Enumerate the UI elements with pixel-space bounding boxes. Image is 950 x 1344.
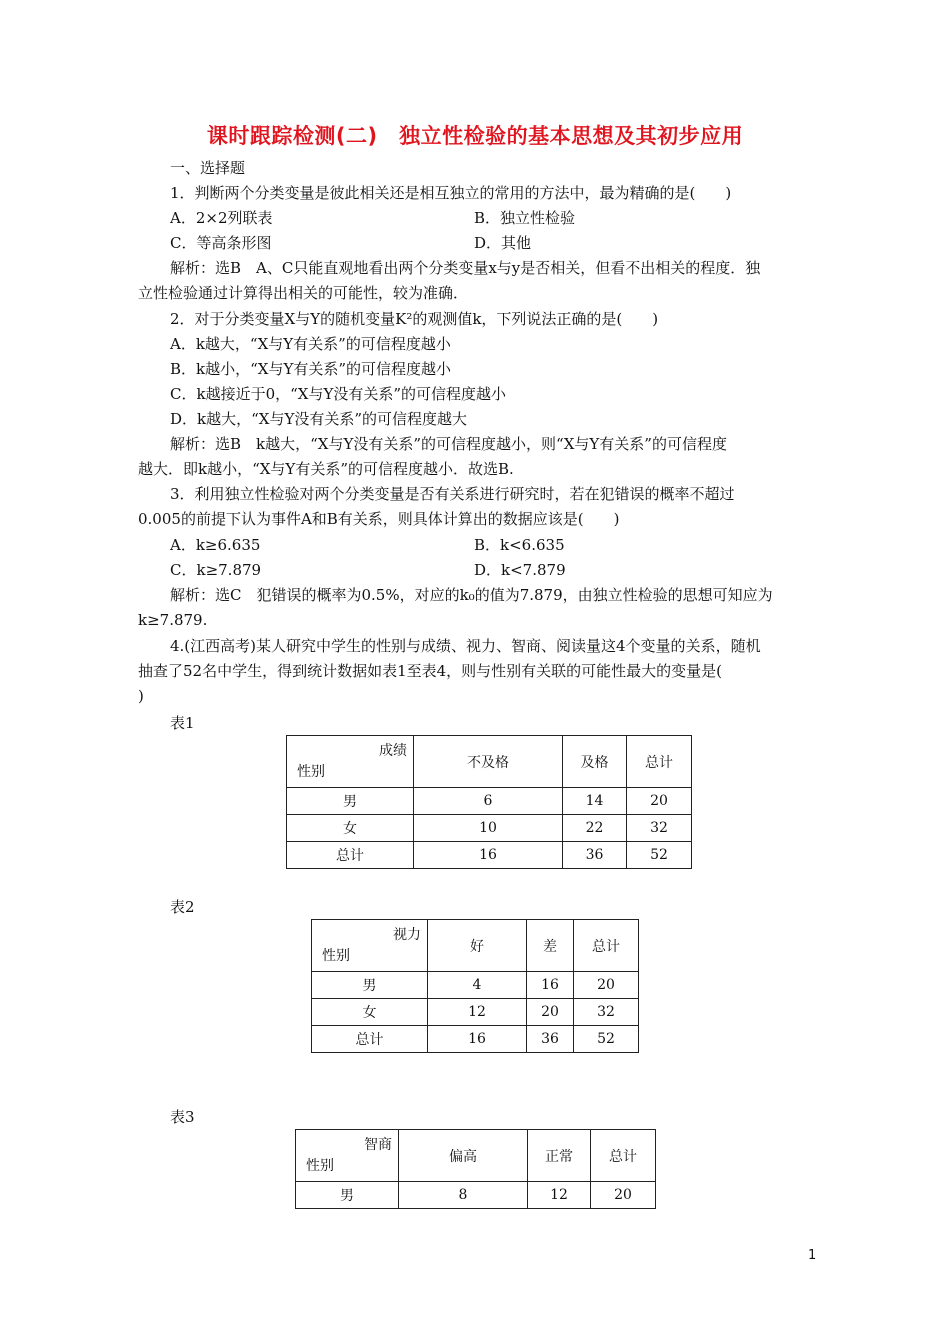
table1-cell: 总计: [287, 842, 414, 869]
table-row: [287, 788, 692, 815]
table1-cell: 52: [627, 842, 692, 869]
table1-header: 不及格: [414, 736, 563, 788]
q1-analysis-line2: 立性检验通过计算得出相关的可能性，较为准确．: [138, 284, 469, 302]
q3-option-c: C．k≥7.879: [170, 561, 262, 579]
q2-option-d: D．k越大，“X与Y没有关系”的可信程度越大: [170, 410, 468, 428]
q2-option-a: A．k越大，“X与Y有关系”的可信程度越小: [170, 335, 451, 353]
table1-cell: 女: [287, 815, 414, 842]
q3-option-b: B．k<6.635: [474, 536, 565, 554]
table3-cell: 男: [296, 1182, 399, 1209]
table3-corner-bottom: 性别: [306, 1158, 334, 1174]
table1-corner-top: 成绩: [379, 743, 407, 759]
q1-stem: 1．判断两个分类变量是彼此相关还是相互独立的常用的方法中，最为精确的是( ): [170, 184, 732, 202]
table2-cell: 4: [428, 972, 527, 999]
table-row: [287, 842, 692, 869]
table2-cell: 12: [428, 999, 527, 1026]
q1-option-c: C．等高条形图: [170, 234, 272, 252]
q4-stem-line1: 4.(江西高考)某人研究中学生的性别与成绩、视力、智商、阅读量这4个变量的关系，随机: [170, 637, 761, 655]
table1-cell: 16: [414, 842, 563, 869]
table1-header: 总计: [627, 736, 692, 788]
table3-header: 正常: [528, 1130, 591, 1182]
table1-cell: 32: [627, 815, 692, 842]
q2-option-c: C．k越接近于0，“X与Y没有关系”的可信程度越小: [170, 385, 507, 403]
table-row: [312, 972, 639, 999]
table3-label: 表3: [170, 1108, 195, 1126]
table2-cell: 总计: [312, 1026, 428, 1053]
q4-stem-line2: 抽查了52名中学生，得到统计数据如表1至表4，则与性别有关联的可能性最大的变量是(: [138, 662, 723, 680]
table2-label: 表2: [170, 898, 195, 916]
table-row: [296, 1182, 656, 1209]
section-heading: 一、选择题: [170, 159, 246, 177]
table3-header: 偏高: [399, 1130, 528, 1182]
table2-cell: 女: [312, 999, 428, 1026]
table-row: [312, 1026, 639, 1053]
table3-corner-cell: [296, 1130, 399, 1182]
table2-header: 好: [428, 920, 527, 972]
table2-cell: 52: [574, 1026, 639, 1053]
table-row: [287, 815, 692, 842]
table2-header: 总计: [574, 920, 639, 972]
table1-cell: 男: [287, 788, 414, 815]
q2-analysis-line1: 解析：选B k越大，“X与Y没有关系”的可信程度越小，则“X与Y有关系”的可信程度: [170, 435, 727, 453]
q1-analysis-line1: 解析：选B A、C只能直观地看出两个分类变量x与y是否相关，但看不出相关的程度．独: [170, 259, 761, 277]
table3-cell: 12: [528, 1182, 591, 1209]
q1-option-a: A．2×2列联表: [170, 209, 273, 227]
table2-cell: 男: [312, 972, 428, 999]
table2-corner-top: 视力: [393, 927, 421, 943]
table3: [295, 1129, 656, 1209]
table1-header: 及格: [563, 736, 627, 788]
page-title: 课时跟踪检测(二) 独立性检验的基本思想及其初步应用: [206, 124, 744, 148]
q2-stem: 2．对于分类变量X与Y的随机变量K²的观测值k，下列说法正确的是( ): [170, 310, 659, 328]
table2-cell: 20: [574, 972, 639, 999]
q3-option-d: D．k<7.879: [474, 561, 566, 579]
table1-label: 表1: [170, 714, 195, 732]
table1-cell: 10: [414, 815, 563, 842]
table3-cell: 8: [399, 1182, 528, 1209]
table2-cell: 20: [527, 999, 574, 1026]
q2-analysis-line2: 越大．即k越小，“X与Y有关系”的可信程度越小．故选B.: [138, 460, 514, 478]
table2: [311, 919, 639, 1053]
table-row: [312, 999, 639, 1026]
table1: [286, 735, 692, 869]
table2-corner-cell: [312, 920, 428, 972]
table2-cell: 36: [527, 1026, 574, 1053]
table2-corner-bottom: 性别: [322, 948, 350, 964]
table1-cell: 22: [563, 815, 627, 842]
table1-cell: 14: [563, 788, 627, 815]
table2-cell: 16: [527, 972, 574, 999]
table1-corner-bottom: 性别: [297, 764, 325, 780]
q3-option-a: A．k≥6.635: [170, 536, 261, 554]
q3-stem-line2: 0.005的前提下认为事件A和B有关系，则具体计算出的数据应该是( ): [138, 510, 620, 528]
q2-option-b: B．k越小，“X与Y有关系”的可信程度越小: [170, 360, 452, 378]
q3-stem-line1: 3．利用独立性检验对两个分类变量是否有关系进行研究时，若在犯错误的概率不超过: [170, 485, 735, 503]
table1-cell: 6: [414, 788, 563, 815]
page-number: 1: [808, 1248, 817, 1263]
table2-header: 差: [527, 920, 574, 972]
q1-option-d: D．其他: [474, 234, 532, 252]
table2-cell: 16: [428, 1026, 527, 1053]
table1-cell: 20: [627, 788, 692, 815]
q4-stem-line3: ): [138, 687, 144, 705]
table1-cell: 36: [563, 842, 627, 869]
table3-header: 总计: [591, 1130, 656, 1182]
q3-analysis-line1: 解析：选C 犯错误的概率为0.5%，对应的k₀的值为7.879，由独立性检验的思想可知应为: [170, 586, 773, 604]
table3-cell: 20: [591, 1182, 656, 1209]
table2-cell: 32: [574, 999, 639, 1026]
table3-corner-top: 智商: [364, 1137, 392, 1153]
q3-analysis-line2: k≥7.879.: [138, 611, 208, 629]
q1-option-b: B．独立性检验: [474, 209, 576, 227]
table1-corner-cell: [287, 736, 414, 788]
